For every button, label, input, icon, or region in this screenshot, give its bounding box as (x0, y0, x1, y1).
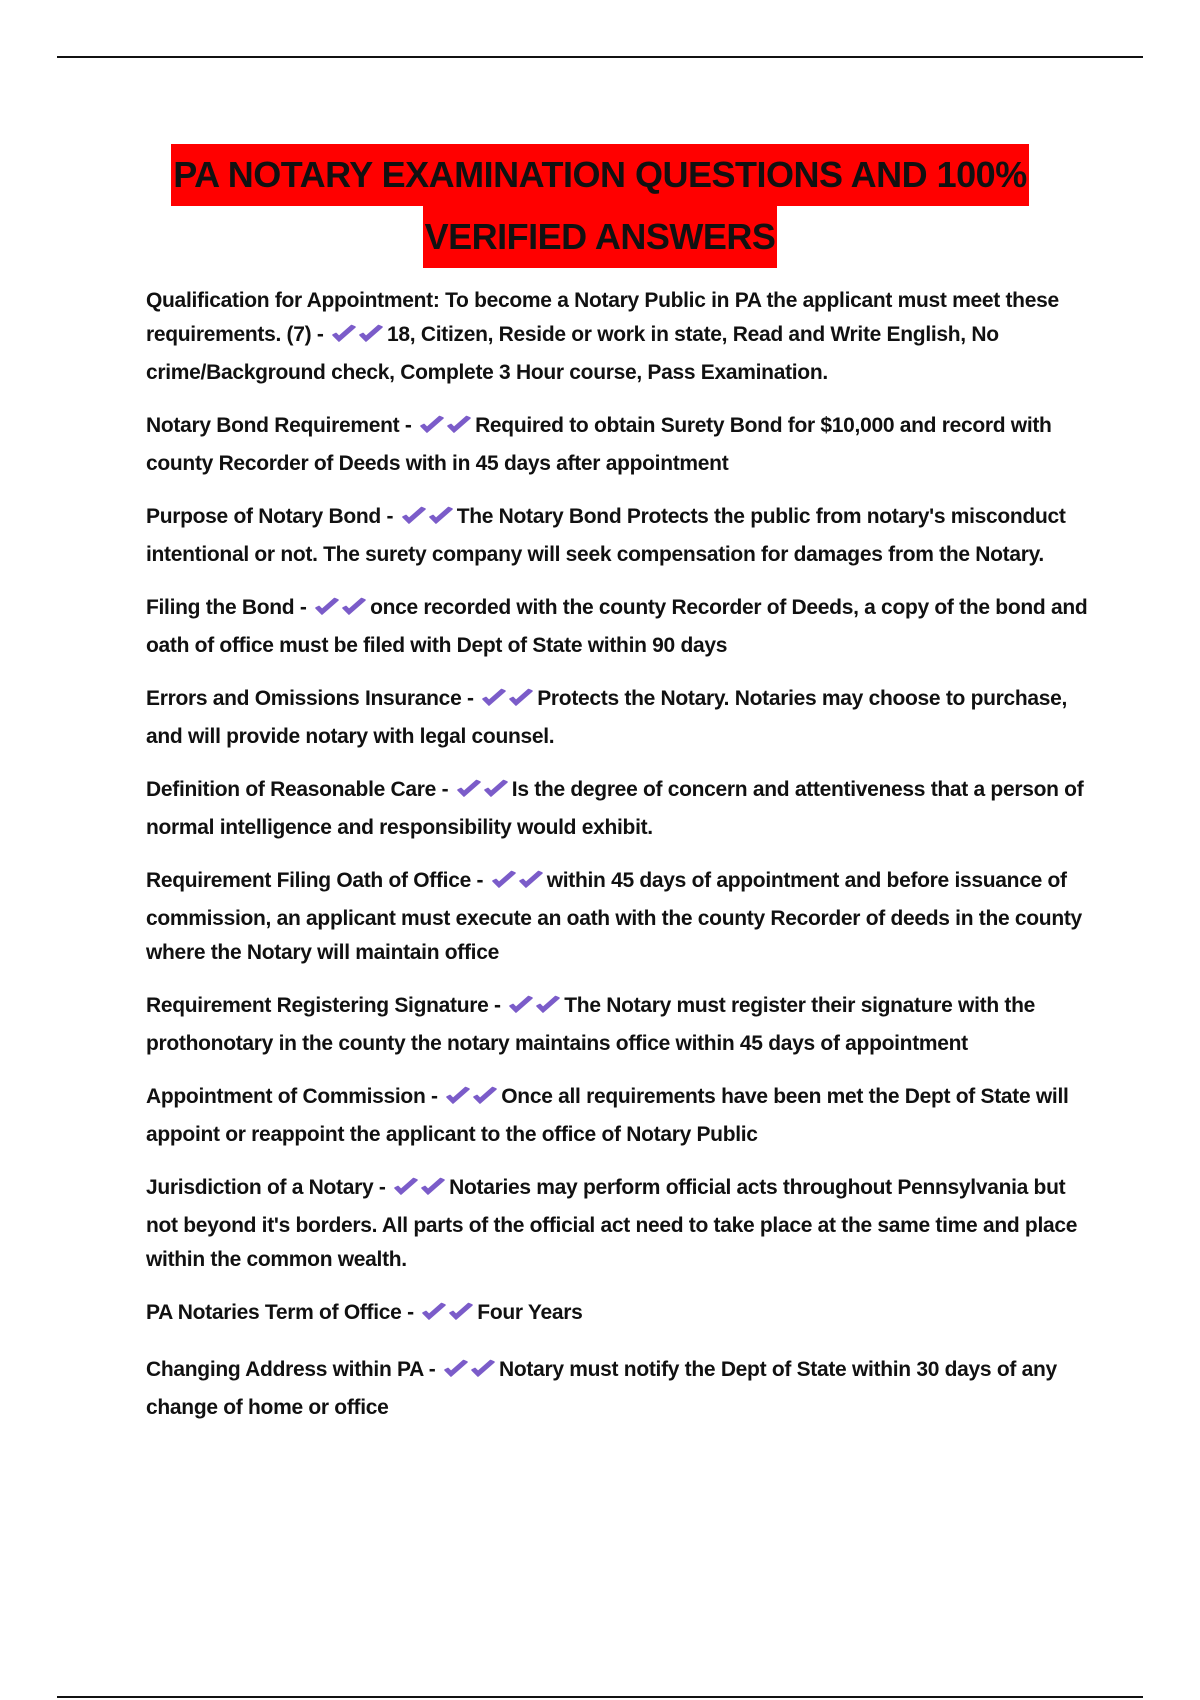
separator: - (436, 778, 454, 801)
answer-text: Once all requirements have been met the Dept of State will appoint or reappoint the applicant to the office of Notary Public (146, 1085, 1069, 1146)
separator: - (401, 1301, 420, 1324)
title-line-2: VERIFIED ANSWERS (423, 206, 778, 268)
question-text: Filing the Bond (146, 596, 295, 619)
double-check-icon (331, 322, 385, 356)
qa-item (146, 591, 1091, 663)
double-check-icon (443, 1357, 497, 1391)
answer-text: The Notary must register their signature with the prothonotary in the county the notary maintains office within 45 days of appointment (146, 994, 1035, 1055)
qa-item (146, 989, 1091, 1061)
qa-item (146, 864, 1091, 970)
qa-item (146, 773, 1091, 845)
answer-text: 18, Citizen, Reside or work in state, Read and Write English, No crime/Background check, Complete 3 Hour course, Pass Examination. (146, 323, 999, 384)
answer-text: Notaries may perform official acts throughout Pennsylvania but not beyond it's borders. All parts of the official act need to take place at the same time and place within the common wealth. (146, 1176, 1078, 1271)
double-check-icon (456, 777, 510, 811)
double-check-icon (393, 1175, 447, 1209)
separator: - (425, 1085, 444, 1108)
answer-text: Protects the Notary. Notaries may choose to purchase, and will provide notary with legal counsel. (146, 687, 1068, 748)
double-check-icon (314, 595, 368, 629)
separator: - (380, 505, 399, 528)
qa-item (146, 1171, 1091, 1277)
qa-item (146, 682, 1091, 754)
double-check-icon (491, 868, 545, 902)
separator: - (423, 1358, 442, 1381)
bottom-rule (57, 1696, 1143, 1698)
answer-text: The Notary Bond Protects the public from notary's misconduct intentional or not. The surety company will seek compensation for damages from the Notary. (146, 505, 1066, 566)
question-text: Requirement Registering Signature (146, 994, 489, 1017)
top-rule (57, 56, 1143, 58)
answer-text: Is the degree of concern and attentiveness that a person of normal intelligence and responsibility would exhibit. (146, 778, 1084, 839)
double-check-icon (419, 413, 473, 447)
answer-text: Required to obtain Surety Bond for $10,000 and record with county Recorder of Deeds with in 45 days after appointment (146, 414, 1052, 475)
separator: - (373, 1176, 392, 1199)
question-text: Changing Address within PA (146, 1358, 424, 1381)
document-title (0, 144, 1200, 268)
qa-item (146, 1353, 1091, 1425)
title-line-1: PA NOTARY EXAMINATION QUESTIONS AND 100% (171, 144, 1028, 206)
separator: - (488, 994, 507, 1017)
answer-text: within 45 days of appointment and before issuance of commission, an applicant must execute an oath with the county Recorder of deeds in the county where the Notary will maintain office (146, 869, 1082, 964)
double-check-icon (421, 1300, 475, 1334)
separator: - (311, 323, 330, 346)
question-text: Qualification for Appointment: To become a Notary Public in PA the applicant must meet these requirements. (7) (146, 289, 1059, 346)
question-text: Errors and Omissions Insurance (146, 687, 462, 710)
separator: - (470, 869, 489, 892)
qa-list (146, 284, 1091, 1444)
double-check-icon (481, 686, 535, 720)
answer-text: once recorded with the county Recorder of Deeds, a copy of the bond and oath of office must be filed with Dept of State within 90 days (146, 596, 1088, 657)
double-check-icon (508, 993, 562, 1027)
separator: - (461, 687, 480, 710)
separator: - (294, 596, 313, 619)
question-text: Requirement Filing Oath of Office (146, 869, 471, 892)
qa-item (146, 500, 1091, 572)
question-text: Notary Bond Requirement (146, 414, 400, 437)
qa-item (146, 1080, 1091, 1152)
qa-item (146, 1296, 1091, 1334)
question-text: Purpose of Notary Bond (146, 505, 381, 528)
qa-item (146, 409, 1091, 481)
question-text: PA Notaries Term of Office (146, 1301, 402, 1324)
answer-text: Four Years (477, 1301, 583, 1324)
question-text: Definition of Reasonable Care (146, 778, 437, 801)
double-check-icon (401, 504, 455, 538)
question-text: Appointment of Commission (146, 1085, 426, 1108)
question-text: Jurisdiction of a Notary (146, 1176, 374, 1199)
answer-text: Notary must notify the Dept of State within 30 days of any change of home or office (146, 1358, 1057, 1419)
double-check-icon (445, 1084, 499, 1118)
separator: - (399, 414, 418, 437)
qa-item (146, 284, 1091, 390)
